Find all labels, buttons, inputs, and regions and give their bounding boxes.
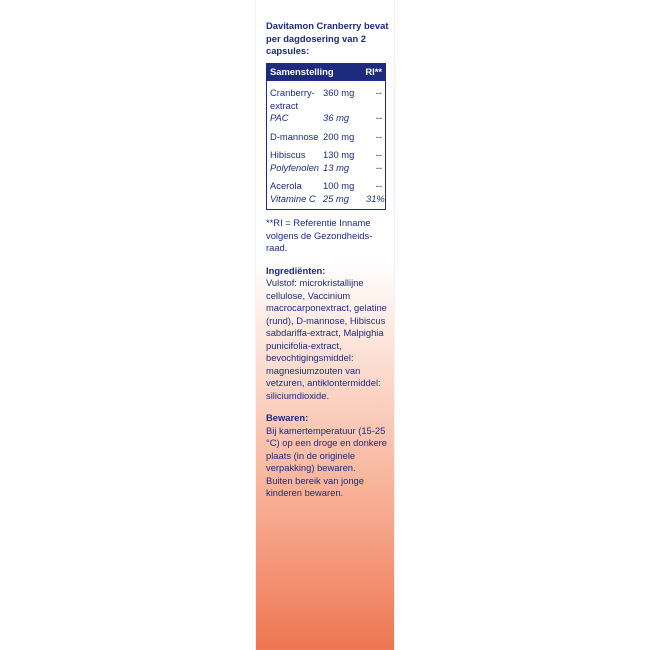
storage-child-warning: Buiten bereik van jonge kinderen bewaren.	[266, 474, 364, 498]
table-row	[270, 112, 382, 125]
row-name: Hibiscus	[270, 149, 306, 160]
row-amount: 36 mg	[323, 112, 350, 123]
storage-section	[266, 425, 390, 500]
row-name: PAC	[270, 112, 289, 123]
table-row	[270, 162, 382, 175]
composition-table	[266, 63, 386, 211]
table-row	[270, 180, 382, 193]
storage-heading: Bewaren:	[266, 412, 309, 423]
table-group	[267, 125, 385, 144]
row-amount: 100 mg	[323, 180, 355, 191]
table-group	[267, 81, 385, 125]
row-ri: --	[375, 149, 382, 160]
table-row	[270, 149, 382, 162]
row-amount: 200 mg	[323, 130, 355, 142]
row-name: Acerola	[270, 180, 302, 191]
row-ri: 31%	[366, 192, 385, 204]
row-name: D-mannose	[270, 130, 319, 142]
row-amount: 25 mg	[322, 192, 349, 204]
ingredients-text: Vulstof: microkristallijne cellulose, Vaccinium macrocarponextract, gelatine (rund), D-mannose, Hibiscus sabdariffa-extract, Malpighia punicifolia-extract, bevochtigingsmiddel: magnesiumzouten van vetzuren, antiklontermiddel: siliciumdioxide.	[266, 277, 387, 401]
row-name: Polyfenolen	[270, 161, 319, 173]
table-row	[270, 131, 382, 144]
header-composition: Samenstelling	[270, 65, 334, 77]
row-name: extract	[270, 99, 299, 111]
table-group	[267, 174, 385, 209]
header-ri: RI**	[365, 65, 382, 77]
row-ri: --	[375, 180, 382, 191]
row-amount	[323, 100, 366, 113]
row-ri: --	[375, 112, 382, 123]
table-group	[267, 143, 385, 174]
row-ri: --	[375, 130, 382, 142]
row-amount: 13 mg	[323, 161, 350, 173]
table-row	[270, 192, 385, 206]
row-ri	[366, 100, 382, 113]
row-amount: 130 mg	[323, 149, 355, 160]
row-ri: --	[375, 87, 382, 98]
row-ri: --	[375, 161, 382, 173]
row-name: Vitamine C	[270, 192, 316, 204]
label-content	[266, 20, 390, 500]
ri-footnote: **RI = Referentie Inname volgens de Gezondheids-raad.	[266, 217, 373, 253]
table-row	[270, 100, 382, 113]
row-name: Cranberry-	[270, 87, 315, 98]
table-header	[267, 64, 385, 82]
intro-text: Davitamon Cranberry bevat per dagdosering van 2 capsules:	[266, 20, 389, 56]
table-row	[270, 87, 382, 100]
row-amount: 360 mg	[323, 87, 355, 98]
ingredients-heading: Ingrediënten:	[266, 264, 326, 276]
storage-instructions: Bij kamertemperatuur (15-25 °C) op een droge en donkere plaats (in de originele verpakking) bewaren.	[266, 424, 388, 473]
